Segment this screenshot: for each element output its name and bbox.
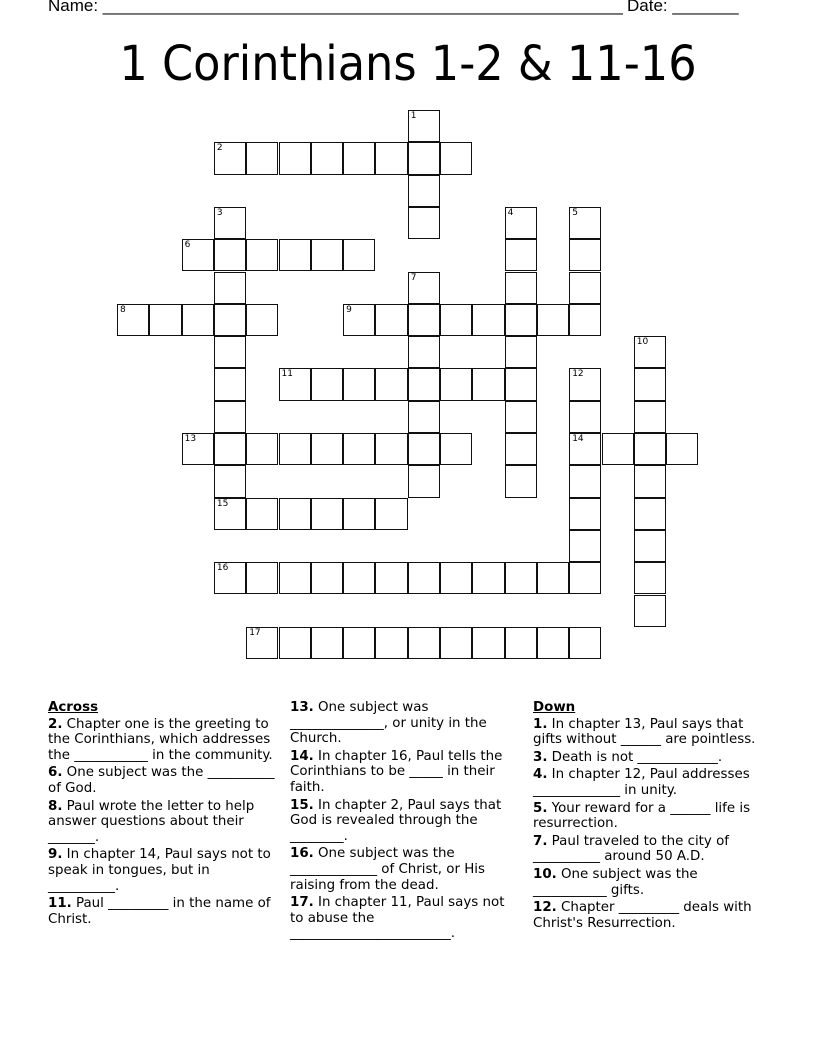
crossword-cell[interactable] xyxy=(279,627,311,659)
crossword-cell[interactable] xyxy=(343,304,375,336)
crossword-cell[interactable] xyxy=(246,304,278,336)
crossword-cell[interactable] xyxy=(375,627,407,659)
crossword-cell[interactable] xyxy=(279,498,311,530)
crossword-cell[interactable] xyxy=(505,562,537,594)
crossword-cell[interactable] xyxy=(279,562,311,594)
crossword-cell[interactable] xyxy=(472,368,504,400)
crossword-cell[interactable] xyxy=(505,433,537,465)
down-heading: Down xyxy=(533,700,576,715)
crossword-cell[interactable] xyxy=(311,498,343,530)
clue-across-8: 8. Paul wrote the letter to help answer questions about their _______. xyxy=(48,798,255,845)
crossword-cell[interactable] xyxy=(634,465,666,497)
crossword-cell[interactable] xyxy=(505,207,537,239)
crossword-cell[interactable] xyxy=(214,272,246,304)
crossword-cell[interactable] xyxy=(569,401,601,433)
crossword-cell[interactable] xyxy=(569,239,601,271)
crossword-cell[interactable] xyxy=(214,562,246,594)
crossword-cell[interactable] xyxy=(182,433,214,465)
clue-number: 1 xyxy=(410,111,417,121)
crossword-cell[interactable] xyxy=(472,627,504,659)
clue-number: 9 xyxy=(346,304,352,315)
clue-number: 15 xyxy=(216,498,229,509)
crossword-cell[interactable] xyxy=(505,304,537,336)
crossword-cell[interactable] xyxy=(279,142,311,174)
crossword-cell[interactable] xyxy=(408,368,440,400)
crossword-cell[interactable] xyxy=(182,239,214,271)
clue-number: 4 xyxy=(507,207,514,218)
crossword-cell[interactable] xyxy=(311,142,343,174)
crossword-cell[interactable] xyxy=(440,368,472,400)
clue-across-11: 11. Paul _________ in the name of Christ. xyxy=(48,896,271,927)
crossword-cell[interactable] xyxy=(214,304,246,336)
crossword-cell[interactable] xyxy=(472,562,504,594)
crossword-cell[interactable] xyxy=(666,433,698,465)
crossword-cell[interactable] xyxy=(311,562,343,594)
crossword-cell[interactable] xyxy=(375,498,407,530)
crossword-cell[interactable] xyxy=(505,401,537,433)
crossword-cell[interactable] xyxy=(569,627,601,659)
crossword-cell[interactable] xyxy=(375,433,407,465)
crossword-cell[interactable] xyxy=(505,368,537,400)
crossword-cell[interactable] xyxy=(214,368,246,400)
crossword-cell[interactable] xyxy=(343,433,375,465)
crossword-cell[interactable] xyxy=(569,562,601,594)
crossword-cell[interactable] xyxy=(634,530,666,562)
clue-across-15: 15. In chapter 2, Paul says that God is revealed through the ________. xyxy=(290,797,502,844)
clue-number: 14 xyxy=(572,434,584,444)
crossword-cell[interactable] xyxy=(311,433,343,465)
crossword-cell[interactable] xyxy=(408,207,440,239)
crossword-cell[interactable] xyxy=(311,239,343,271)
crossword-cell[interactable] xyxy=(634,595,666,627)
crossword-cell[interactable] xyxy=(634,498,666,530)
crossword-cell[interactable] xyxy=(569,272,601,304)
crossword-cell[interactable] xyxy=(408,433,440,465)
across-heading: Across xyxy=(48,700,99,715)
clue-number: 6 xyxy=(184,240,191,251)
clue-across-16: 16. One subject was the _____________ of Christ, or His raising from the dead. xyxy=(290,846,485,893)
clue-down-10: 10. One subject was the ___________ gifts. xyxy=(533,866,698,898)
crossword-cell[interactable] xyxy=(214,239,246,271)
crossword-cell[interactable] xyxy=(440,304,472,336)
crossword-cell[interactable] xyxy=(149,304,181,336)
crossword-cell[interactable] xyxy=(408,175,440,207)
crossword-cell[interactable] xyxy=(569,207,601,239)
clue-across-13: 13. One subject was ______________, or unity in the Church. xyxy=(290,700,487,747)
clue-number: 16 xyxy=(216,563,229,574)
clue-down-3: 3. Death is not ____________. xyxy=(533,749,723,765)
crossword-cell[interactable] xyxy=(602,433,634,465)
crossword-cell[interactable] xyxy=(214,142,246,174)
crossword-cell[interactable] xyxy=(634,336,666,368)
crossword-cell[interactable] xyxy=(505,465,537,497)
crossword-cell[interactable] xyxy=(440,627,472,659)
crossword-cell[interactable] xyxy=(537,304,569,336)
crossword-cell[interactable] xyxy=(279,368,311,400)
clue-number: 11 xyxy=(281,369,293,380)
crossword-cell[interactable] xyxy=(343,627,375,659)
crossword-cell[interactable] xyxy=(505,272,537,304)
crossword-cell[interactable] xyxy=(408,465,440,497)
crossword-cell[interactable] xyxy=(375,368,407,400)
clue-number: 17 xyxy=(249,627,261,638)
crossword-cell[interactable] xyxy=(343,368,375,400)
crossword-cell[interactable] xyxy=(569,433,601,465)
crossword-cell[interactable] xyxy=(214,401,246,433)
name-field-label: Name: _______________________________________________________ xyxy=(48,0,623,15)
crossword-cell[interactable] xyxy=(408,110,440,142)
crossword-cell[interactable] xyxy=(279,433,311,465)
crossword-cell[interactable] xyxy=(117,304,149,336)
crossword-cell[interactable] xyxy=(343,142,375,174)
clue-across-6: 6. One subject was the __________ of God. xyxy=(48,765,275,796)
clue-number: 12 xyxy=(572,369,584,380)
crossword-cell[interactable] xyxy=(311,368,343,400)
crossword-cell[interactable] xyxy=(537,562,569,594)
crossword-cell[interactable] xyxy=(246,562,278,594)
clue-number: 8 xyxy=(120,304,126,315)
clue-number: 5 xyxy=(572,207,578,218)
clue-number: 10 xyxy=(636,337,649,348)
clue-down-4: 4. In chapter 12, Paul addresses _____________ in unity. xyxy=(533,767,750,798)
crossword-cell[interactable] xyxy=(343,498,375,530)
crossword-cell[interactable] xyxy=(440,142,472,174)
clue-down-5: 5. Your reward for a ______ life is resurrection. xyxy=(533,800,751,832)
crossword-cell[interactable] xyxy=(214,433,246,465)
clue-down-7: 7. Paul traveled to the city of __________ around 50 A.D. xyxy=(533,833,729,865)
clue-across-2: 2. Chapter one is the greeting to the Corinthians, which addresses the ___________ in the community. xyxy=(48,716,273,763)
crossword-cell[interactable] xyxy=(440,562,472,594)
clue-number: 3 xyxy=(216,207,223,218)
crossword-cell[interactable] xyxy=(634,562,666,594)
crossword-cell[interactable] xyxy=(634,368,666,400)
clue-number: 2 xyxy=(216,143,223,154)
clue-across-9: 9. In chapter 14, Paul says not to speak in tongues, but in __________. xyxy=(48,847,271,894)
page-title: 1 Corinthians 1-2 & 11-16 xyxy=(119,36,697,92)
crossword-cell[interactable] xyxy=(505,627,537,659)
date-field-label: Date: _______ xyxy=(627,0,739,15)
crossword-cell[interactable] xyxy=(408,142,440,174)
crossword-cell[interactable] xyxy=(343,239,375,271)
crossword-cell[interactable] xyxy=(182,304,214,336)
crossword-cell[interactable] xyxy=(569,530,601,562)
crossword-cell[interactable] xyxy=(375,562,407,594)
crossword-cell[interactable] xyxy=(569,498,601,530)
crossword-cell[interactable] xyxy=(569,304,601,336)
crossword-cell[interactable] xyxy=(634,401,666,433)
clue-down-12: 12. Chapter _________ deals with Christ's Resurrection. xyxy=(533,900,752,931)
crossword-cell[interactable] xyxy=(214,207,246,239)
crossword-cell[interactable] xyxy=(408,627,440,659)
crossword-cell[interactable] xyxy=(569,368,601,400)
crossword-cell[interactable] xyxy=(408,401,440,433)
clue-across-17: 17. In chapter 11, Paul says not to abuse the ________________________. xyxy=(290,895,505,942)
across-clues-column-2 xyxy=(290,700,522,944)
crossword-cell[interactable] xyxy=(343,562,375,594)
crossword-cell[interactable] xyxy=(279,239,311,271)
crossword-cell[interactable] xyxy=(408,562,440,594)
down-clues-column xyxy=(533,700,765,933)
crossword-cell[interactable] xyxy=(214,465,246,497)
clue-number: 7 xyxy=(410,272,417,283)
clue-across-14: 14. In chapter 16, Paul tells the Corinthians to be _____ in their faith. xyxy=(290,748,503,795)
crossword-cell[interactable] xyxy=(408,272,440,304)
crossword-cell[interactable] xyxy=(537,627,569,659)
crossword-cell[interactable] xyxy=(375,304,407,336)
crossword-cell[interactable] xyxy=(311,627,343,659)
crossword-cell[interactable] xyxy=(375,142,407,174)
crossword-cell[interactable] xyxy=(246,433,278,465)
crossword-cell[interactable] xyxy=(246,142,278,174)
crossword-cell[interactable] xyxy=(214,498,246,530)
crossword-cell[interactable] xyxy=(246,239,278,271)
crossword-cell[interactable] xyxy=(569,465,601,497)
crossword-cell[interactable] xyxy=(505,336,537,368)
crossword-cell[interactable] xyxy=(440,433,472,465)
crossword-cell[interactable] xyxy=(214,336,246,368)
clue-number: 13 xyxy=(184,434,197,444)
crossword-cell[interactable] xyxy=(246,498,278,530)
crossword-cell[interactable] xyxy=(408,336,440,368)
crossword-cell[interactable] xyxy=(246,627,278,659)
crossword-cell[interactable] xyxy=(505,239,537,271)
across-clues-column-1 xyxy=(48,700,280,929)
crossword-cell[interactable] xyxy=(634,433,666,465)
crossword-cell[interactable] xyxy=(472,304,504,336)
clue-down-1: 1. In chapter 13, Paul says that gifts without ______ are pointless. xyxy=(533,716,756,748)
crossword-cell[interactable] xyxy=(408,304,440,336)
